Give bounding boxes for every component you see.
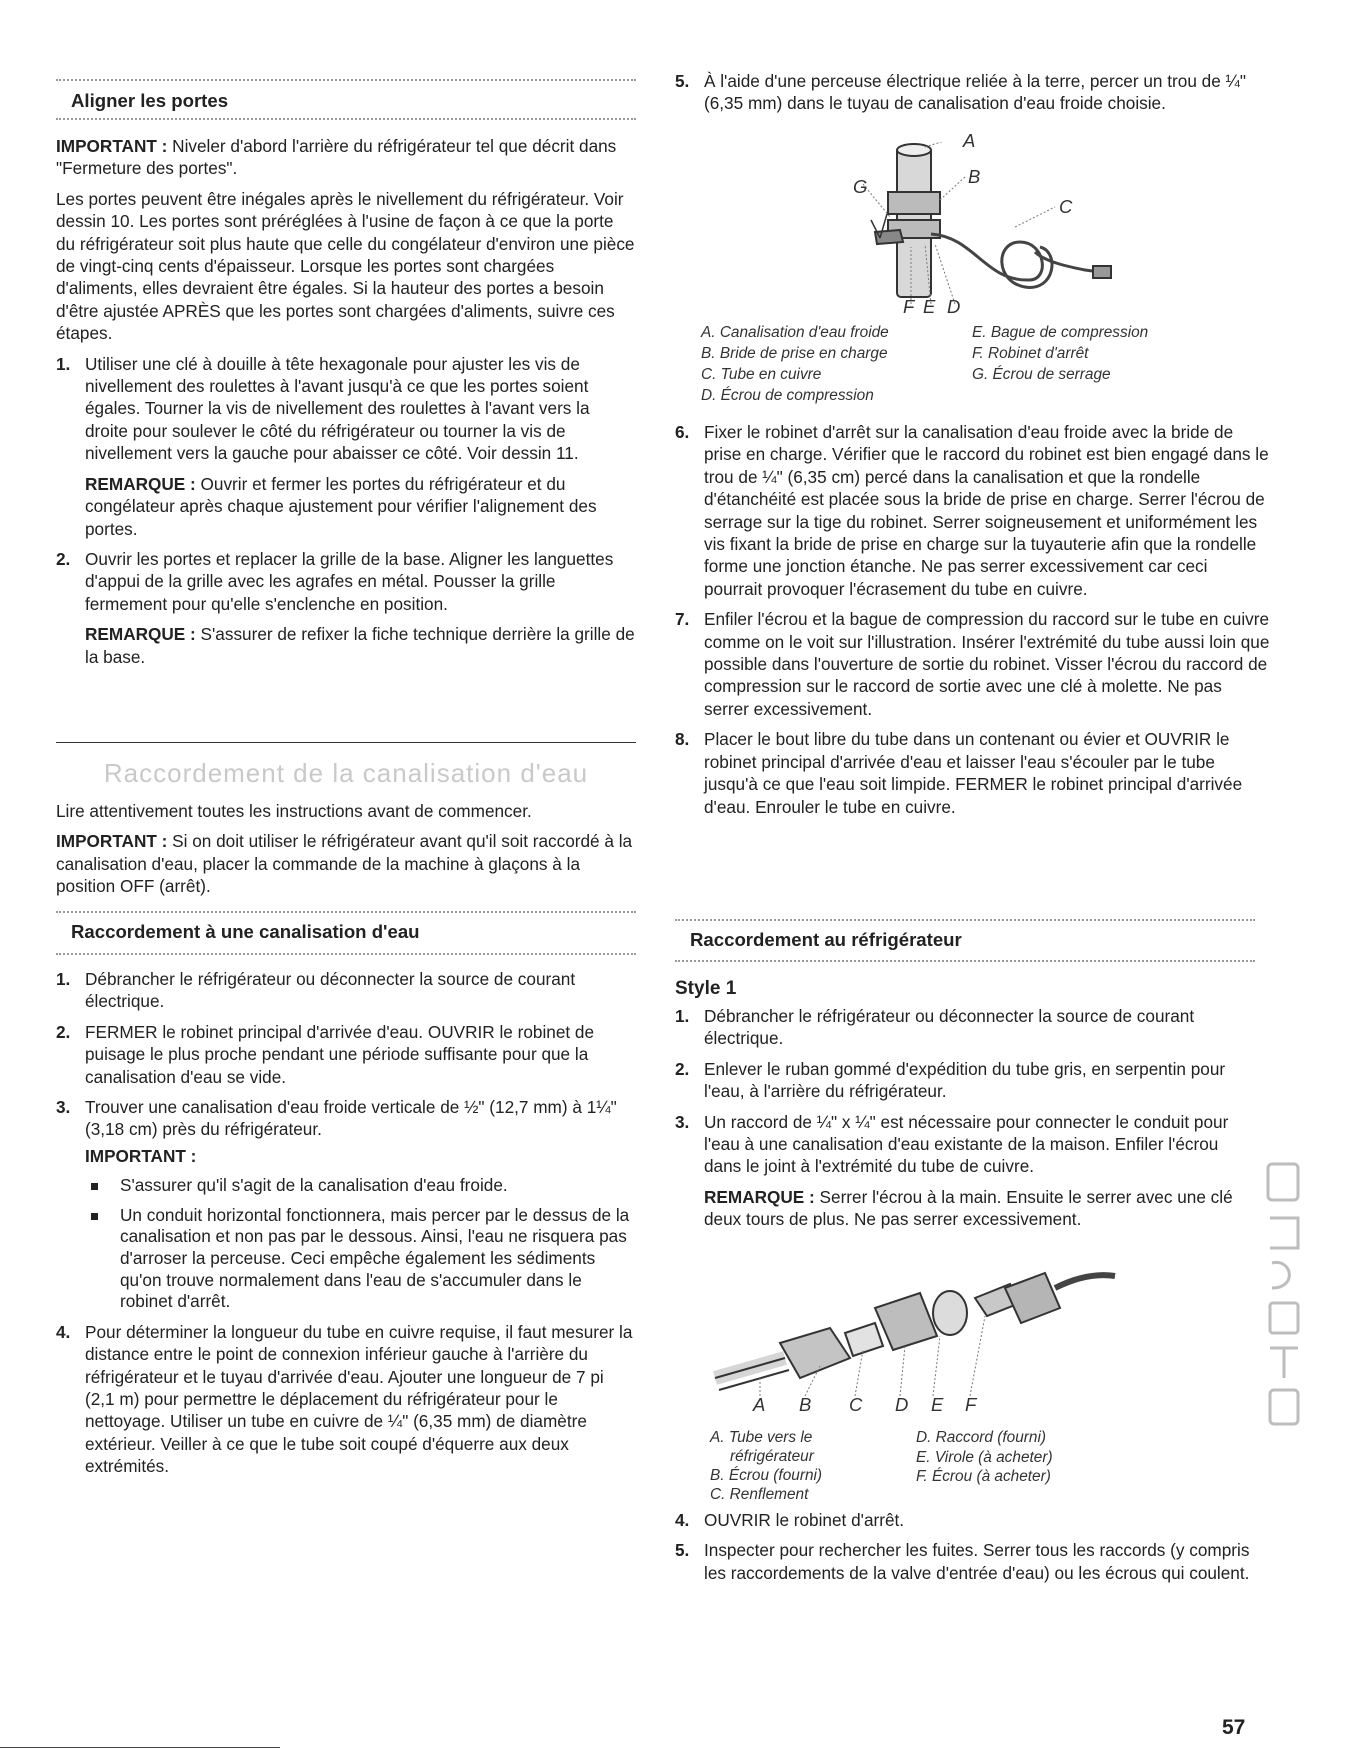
callout-e: E — [923, 296, 936, 317]
bullet-marker — [91, 1183, 98, 1190]
fridge-connection-heading: Raccordement au réfrigérateur — [690, 929, 962, 950]
shutoff-valve-figure — [675, 130, 1270, 320]
remark: REMARQUE : Ouvrir et fermer les portes du réfrigérateur et du congélateur après chaque ajustement pour vérifier l'alignement des portes. — [85, 473, 597, 539]
list-item: 4. Pour déterminer la longueur du tube en cuivre requise, il faut mesurer la distance entre le point de connexion inférieur gauche à l'arrière du réfrigérateur et le tuyau d'arrivée d'eau. Ajouter une longueur de 7 pi (2,1 m) pour permettre le déplacement du réfrigérateur pour le nettoyage. Utiliser un tube en cuivre de ¼" (6,35 mm) de diamètre extérieur. Veiller à ce que le tube soit coupé d'équerre aux deux extrémités. — [56, 1321, 633, 1477]
list-item: 6. Fixer le robinet d'arrêt sur la canalisation d'eau froide avec la bride de prise en charge. Vérifier que le raccord du robinet est bien engagé dans le trou de ¼" (6,35 cm) percé dans la canalisation et que la rondelle d'étanchéité est placée sous la bride de prise en charge. Serrer l'écrou de serrage sur la tige du robinet. Serrer soigneusement et uniformément les vis fixant la bride de prise en charge sur la tuyauterie afin que la rondelle forme une jonction étanche. Ne pas serrer excessivement car ceci pourrait provoquer l'écrasement du tube en cuivre. — [675, 422, 1269, 599]
paragraph: Les portes peuvent être inégales après le nivellement du réfrigérateur. Voir dessin 10. Les portes sont préréglées à l'usine de façon à ce que la porte du réfrigérateur soit plus haute que celle du congélateur d'environ une pièce de vingt-cinq cents d'épaisseur. Lorsque les portes sont chargées d'aliments, elles devraient être égales. Si la hauteur des portes a besoin d'être ajustée APRÈS que les portes sont chargées d'aliments, suivre ces étapes. — [56, 188, 635, 344]
style-heading: Style 1 — [675, 978, 737, 999]
water-line-heading: Raccordement à une canalisation d'eau — [71, 921, 420, 942]
align-doors-heading: Aligner les portes — [71, 90, 229, 111]
remark: REMARQUE : Serrer l'écrou à la main. Ensuite le serrer avec une clé deux tours de plus. Ne pas serrer excessivement. — [704, 1186, 1233, 1230]
side-tab-graphic — [1262, 1158, 1306, 1434]
divider — [56, 79, 636, 81]
figure-legend-right: D. Raccord (fourni) E. Virole (à acheter) F. Écrou (à acheter) — [916, 1429, 1053, 1485]
callout-c: C — [849, 1394, 863, 1415]
figure-legend-left: A. Canalisation d'eau froide B. Bride de prise en charge C. Tube en cuivre D. Écrou de compression — [701, 324, 889, 404]
callout-d: D — [947, 296, 961, 317]
callout-b: B — [799, 1394, 812, 1415]
remark: REMARQUE : S'assurer de refixer la fiche technique derrière la grille de la base. — [85, 624, 635, 667]
important-note: IMPORTANT : Niveler d'abord l'arrière du réfrigérateur tel que décrit dans "Fermeture des portes". — [56, 136, 617, 179]
list-item: 1. Utiliser une clé à douille à tête hexagonale pour ajuster les vis de nivellement des roulettes à l'avant jusqu'à ce que les portes soient égales. Tourner la vis de nivellement des roulettes à l'avant vers la droite pour soulever le côté du réfrigérateur ou tourner la vis de nivellement vers la gauche pour abaisser ce côté. Voir dessin 11. REMARQUE : Ouvrir et fermer les portes du réfrigérateur et du congélateur après chaque ajustement pour vérifier l'alignement des portes. — [56, 353, 636, 540]
compression-fitting-figure — [675, 1248, 1270, 1418]
callout-b: B — [968, 166, 981, 187]
bullet-marker — [91, 1213, 98, 1220]
list-item: 5. Inspecter pour rechercher les fuites. Serrer tous les raccords (y compris les raccordements de la valve d'entrée d'eau) ou les écrous qui coulent. — [675, 1540, 1250, 1583]
callout-a: A — [963, 130, 976, 151]
divider — [56, 911, 636, 913]
callout-a: A — [753, 1394, 766, 1415]
paragraph: Lire attentivement toutes les instructions avant de commencer. — [56, 801, 532, 821]
list-item: 2. Ouvrir les portes et replacer la grille de la base. Aligner les languettes d'appui de la grille avec les agrafes en métal. Pousser la grille fermement pour qu'elle s'enclenche en position. REMARQUE : S'assurer de refixer la fiche technique derrière la grille de la base. — [56, 548, 635, 667]
install-steps — [675, 421, 1270, 826]
callout-f: F — [903, 296, 915, 317]
fridge-steps — [675, 1005, 1255, 1239]
figure-legend-right: E. Bague de compression F. Robinet d'arrêt G. Écrou de serrage — [972, 324, 1149, 383]
footer-rule — [0, 1747, 280, 1748]
callout-e: E — [931, 1394, 944, 1415]
callout-f: F — [965, 1394, 977, 1415]
fridge-final-steps — [675, 1509, 1255, 1592]
divider — [675, 960, 1255, 962]
callout-c: C — [1059, 196, 1073, 217]
compression-fitting-diagram — [675, 1248, 1270, 1418]
list-item: 7. Enfiler l'écrou et la bague de compression du raccord sur le tube en cuivre comme on le voit sur l'illustration. Insérer l'extrémité du tube aussi loin que possible dans l'ouverture de sortie du robinet. Visser l'écrou du raccord de compression sur le raccord de sortie avec une clé à molette. Ne pas serrer excessivement. — [675, 609, 1270, 719]
bullet-item: S'assurer qu'il s'agit de la canalisation d'eau froide. — [85, 1175, 636, 1197]
list-item: 2. Enlever le ruban gommé d'expédition du tube gris, en serpentin pour l'eau, à l'arrière du réfrigérateur. — [675, 1058, 1226, 1102]
list-item: 4. OUVRIR le robinet d'arrêt. — [675, 1510, 905, 1530]
list-item: 1. Débrancher le réfrigérateur ou déconnecter la source de courant électrique. — [675, 1006, 1195, 1049]
water-intro — [56, 800, 636, 906]
important-label: IMPORTANT : — [85, 1145, 197, 1166]
list-item: 3. Trouver une canalisation d'eau froide verticale de ½" (12,7 mm) à 1¼" (3,18 cm) près du réfrigérateur. IMPORTANT : — [56, 1096, 636, 1167]
divider — [56, 118, 636, 120]
list-item: 2. FERMER le robinet principal d'arrivée d'eau. OUVRIR le robinet de puisage le plus proche pendant une période suffisante pour que la canalisation d'eau se vide. — [56, 1021, 595, 1087]
divider — [56, 953, 636, 955]
list-item: 5. À l'aide d'une perceuse électrique reliée à la terre, percer un trou de ¼" (6,35 mm) dans le tuyau de canalisation d'eau froide choisie. — [675, 71, 1246, 114]
important-note: IMPORTANT : Si on doit utiliser le réfrigérateur avant qu'il soit raccordé à la canalisation d'eau, placer la commande de la machine à glaçons à la position OFF (arrêt). — [56, 831, 633, 897]
drill-step — [675, 70, 1270, 123]
align-doors-body — [56, 135, 636, 676]
page-number: 57 — [1222, 1716, 1246, 1739]
section-heading: Raccordement de la canalisation d'eau — [103, 758, 589, 788]
list-item: 8. Placer le bout libre du tube dans un contenant ou évier et OUVRIR le robinet principal d'arrivée d'eau et laisser l'eau s'écouler par le tube jusqu'à ce que l'eau soit limpide. FERMER le robinet principal d'arrivée d'eau. Enrouler le tube en cuivre. — [675, 729, 1243, 817]
divider — [56, 742, 636, 743]
bullet-item: Un conduit horizontal fonctionnera, mais percer par le dessus de la canalisation et non pas par le dessous. Ainsi, l'eau ne risquera pas d'arroser la perceuse. Ceci empêche également les sédiments qu'on trouve normalement dans l'eau de s'accumuler dans le robinet d'arrêt. — [85, 1205, 636, 1313]
callout-g: G — [853, 176, 868, 197]
list-item: 1. Débrancher le réfrigérateur ou déconnecter la source de courant électrique. — [56, 969, 576, 1012]
callout-d: D — [895, 1394, 909, 1415]
divider — [675, 919, 1255, 921]
list-item: 3. Un raccord de ¼" x ¼" est nécessaire pour connecter le conduit pour l'eau à une canalisation d'eau existante de la maison. Enfiler l'écrou dans le joint à l'extrémité du tube de cuivre. REMARQUE : Serrer l'écrou à la main. Ensuite le serrer avec une clé deux tours de plus. Ne pas serrer excessivement. — [675, 1111, 1255, 1231]
figure-legend-left: A. Tube vers le réfrigérateur B. Écrou (fourni) C. Renflement — [710, 1429, 823, 1503]
water-steps — [56, 968, 636, 1486]
